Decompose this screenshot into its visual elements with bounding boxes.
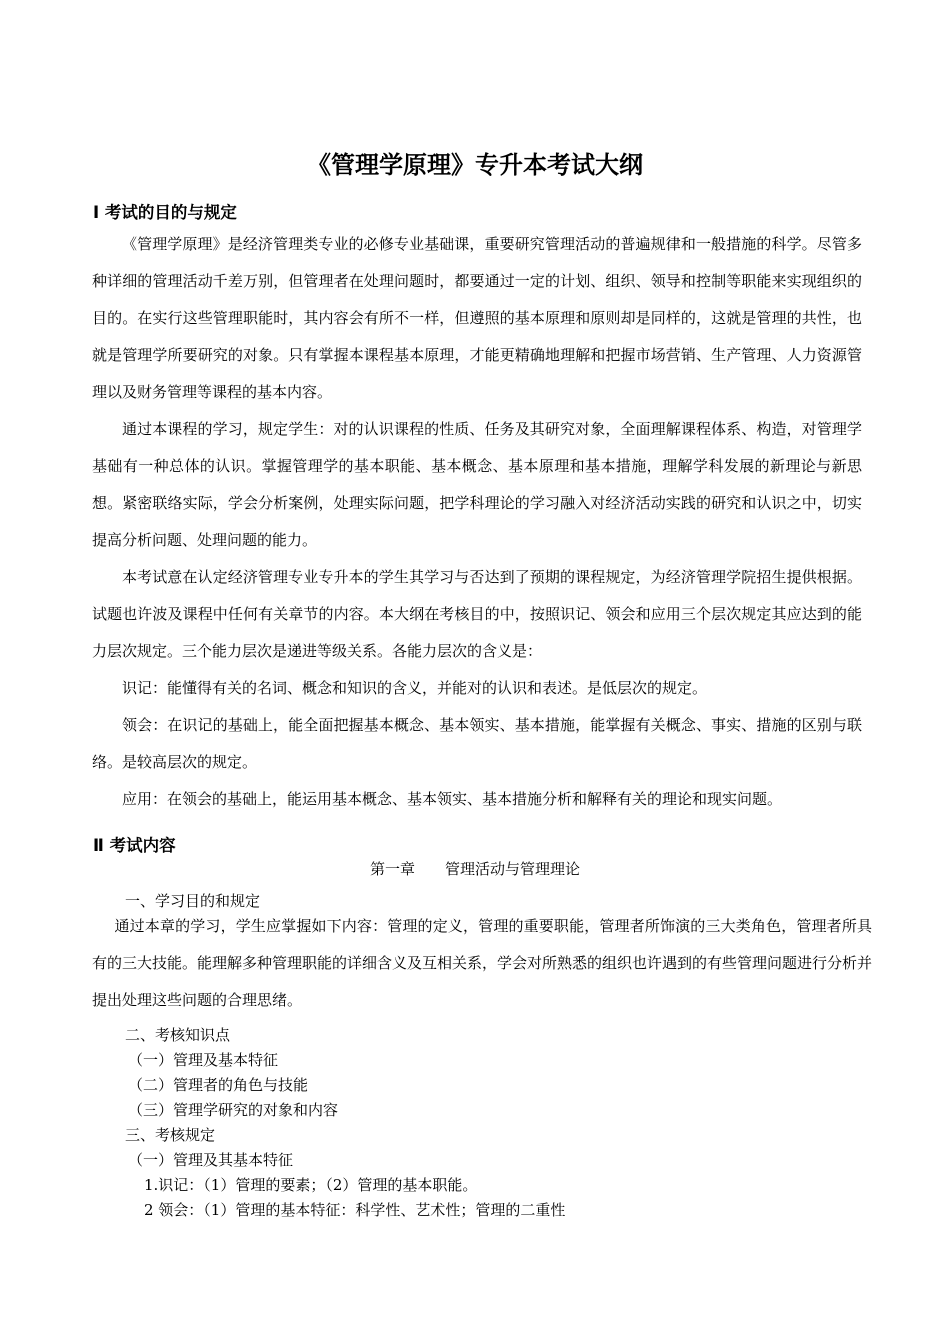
subheading: 三、考核规定 bbox=[125, 1126, 216, 1144]
paragraph: 《管理学原理》是经济管理类专业的必修专业基础课，重要研究管理活动的普遍规律和一般措施的科学。尽管多种详细的管理活动千差万别，但管理者在处理问题时，都要通过一定的计划、组织、领导和控制等职能来实现组织的目的。在实行这些管理职能时，其内容会有所不一样，但遵照的基本原理和原则却是同样的，这就是管理的共性，也就是管理学所要研究的对象。只有掌握本课程基本原理，才能更精确地理解和把握市场营销、生产管理、人力资源管理以及财务管理等课程的基本内容。 bbox=[92, 235, 862, 401]
chapter-objectives bbox=[92, 908, 872, 1019]
list-item: （二）管理者的角色与技能 bbox=[128, 1076, 309, 1094]
chapter-title: 管理活动与管理理论 bbox=[445, 860, 581, 878]
subheading: 二、考核知识点 bbox=[125, 1026, 231, 1044]
subheading: 一、学习目的和规定 bbox=[125, 892, 261, 910]
list-item: （三）管理学研究的对象和内容 bbox=[128, 1101, 339, 1119]
paragraph: 领会：在识记的基础上，能全面把握基本概念、基本领实、基本措施，能掌握有关概念、事实、措施的区别与联络。是较高层次的规定。 bbox=[92, 716, 862, 771]
chapter-heading bbox=[0, 858, 950, 879]
list-item: 2 领会：（1）管理的基本特征：科学性、艺术性；管理的二重性 bbox=[144, 1201, 566, 1219]
list-item: （一）管理及其基本特征 bbox=[128, 1151, 294, 1169]
document-title: 《管理学原理》专升本考试大纲 bbox=[307, 151, 643, 179]
paragraph: 识记：能懂得有关的名词、概念和知识的含义，并能对的认识和表述。是低层次的规定。 bbox=[122, 679, 708, 697]
paragraph: 应用：在领会的基础上，能运用基本概念、基本领实、基本措施分析和解释有关的理论和现实问题。 bbox=[122, 790, 783, 808]
section1-body bbox=[92, 226, 862, 818]
paragraph: 本考试意在认定经济管理专业专升本的学生其学习与否达到了预期的课程规定，为经济管理学院招生提供根据。试题也许波及课程中任何有关章节的内容。本大纲在考核目的中，按照识记、领会和应用三个层次规定其应达到的能力层次规定。三个能力层次是递进等级关系。各能力层次的含义是： bbox=[92, 568, 862, 660]
chapter-number: 第一章 bbox=[369, 860, 415, 878]
section-heading-2: Ⅱ 考试内容 bbox=[93, 836, 176, 855]
list-item: （一）管理及基本特征 bbox=[128, 1051, 279, 1069]
list-item: 1.识记：（1）管理的要素；（2）管理的基本职能。 bbox=[144, 1176, 478, 1194]
paragraph: 通过本课程的学习，规定学生：对的认识课程的性质、任务及其研究对象，全面理解课程体系、构造，对管理学基础有一种总体的认识。掌握管理学的基本职能、基本概念、基本原理和基本措施，理解学科发展的新理论与新思想。紧密联络实际，学会分析案例，处理实际问题，把学科理论的学习融入对经济活动实践的研究和认识之中，切实提高分析问题、处理问题的能力。 bbox=[92, 420, 862, 549]
section-heading-1: Ⅰ 考试的目的与规定 bbox=[93, 203, 237, 222]
paragraph: 通过本章的学习，学生应掌握如下内容：管理的定义，管理的重要职能，管理者所饰演的三大类角色，管理者所具有的三大技能。能理解多种管理职能的详细含义及互相关系，学会对所熟悉的组织也许遇到的有些管理问题进行分析并提出处理这些问题的合理思绪。 bbox=[92, 917, 873, 1009]
